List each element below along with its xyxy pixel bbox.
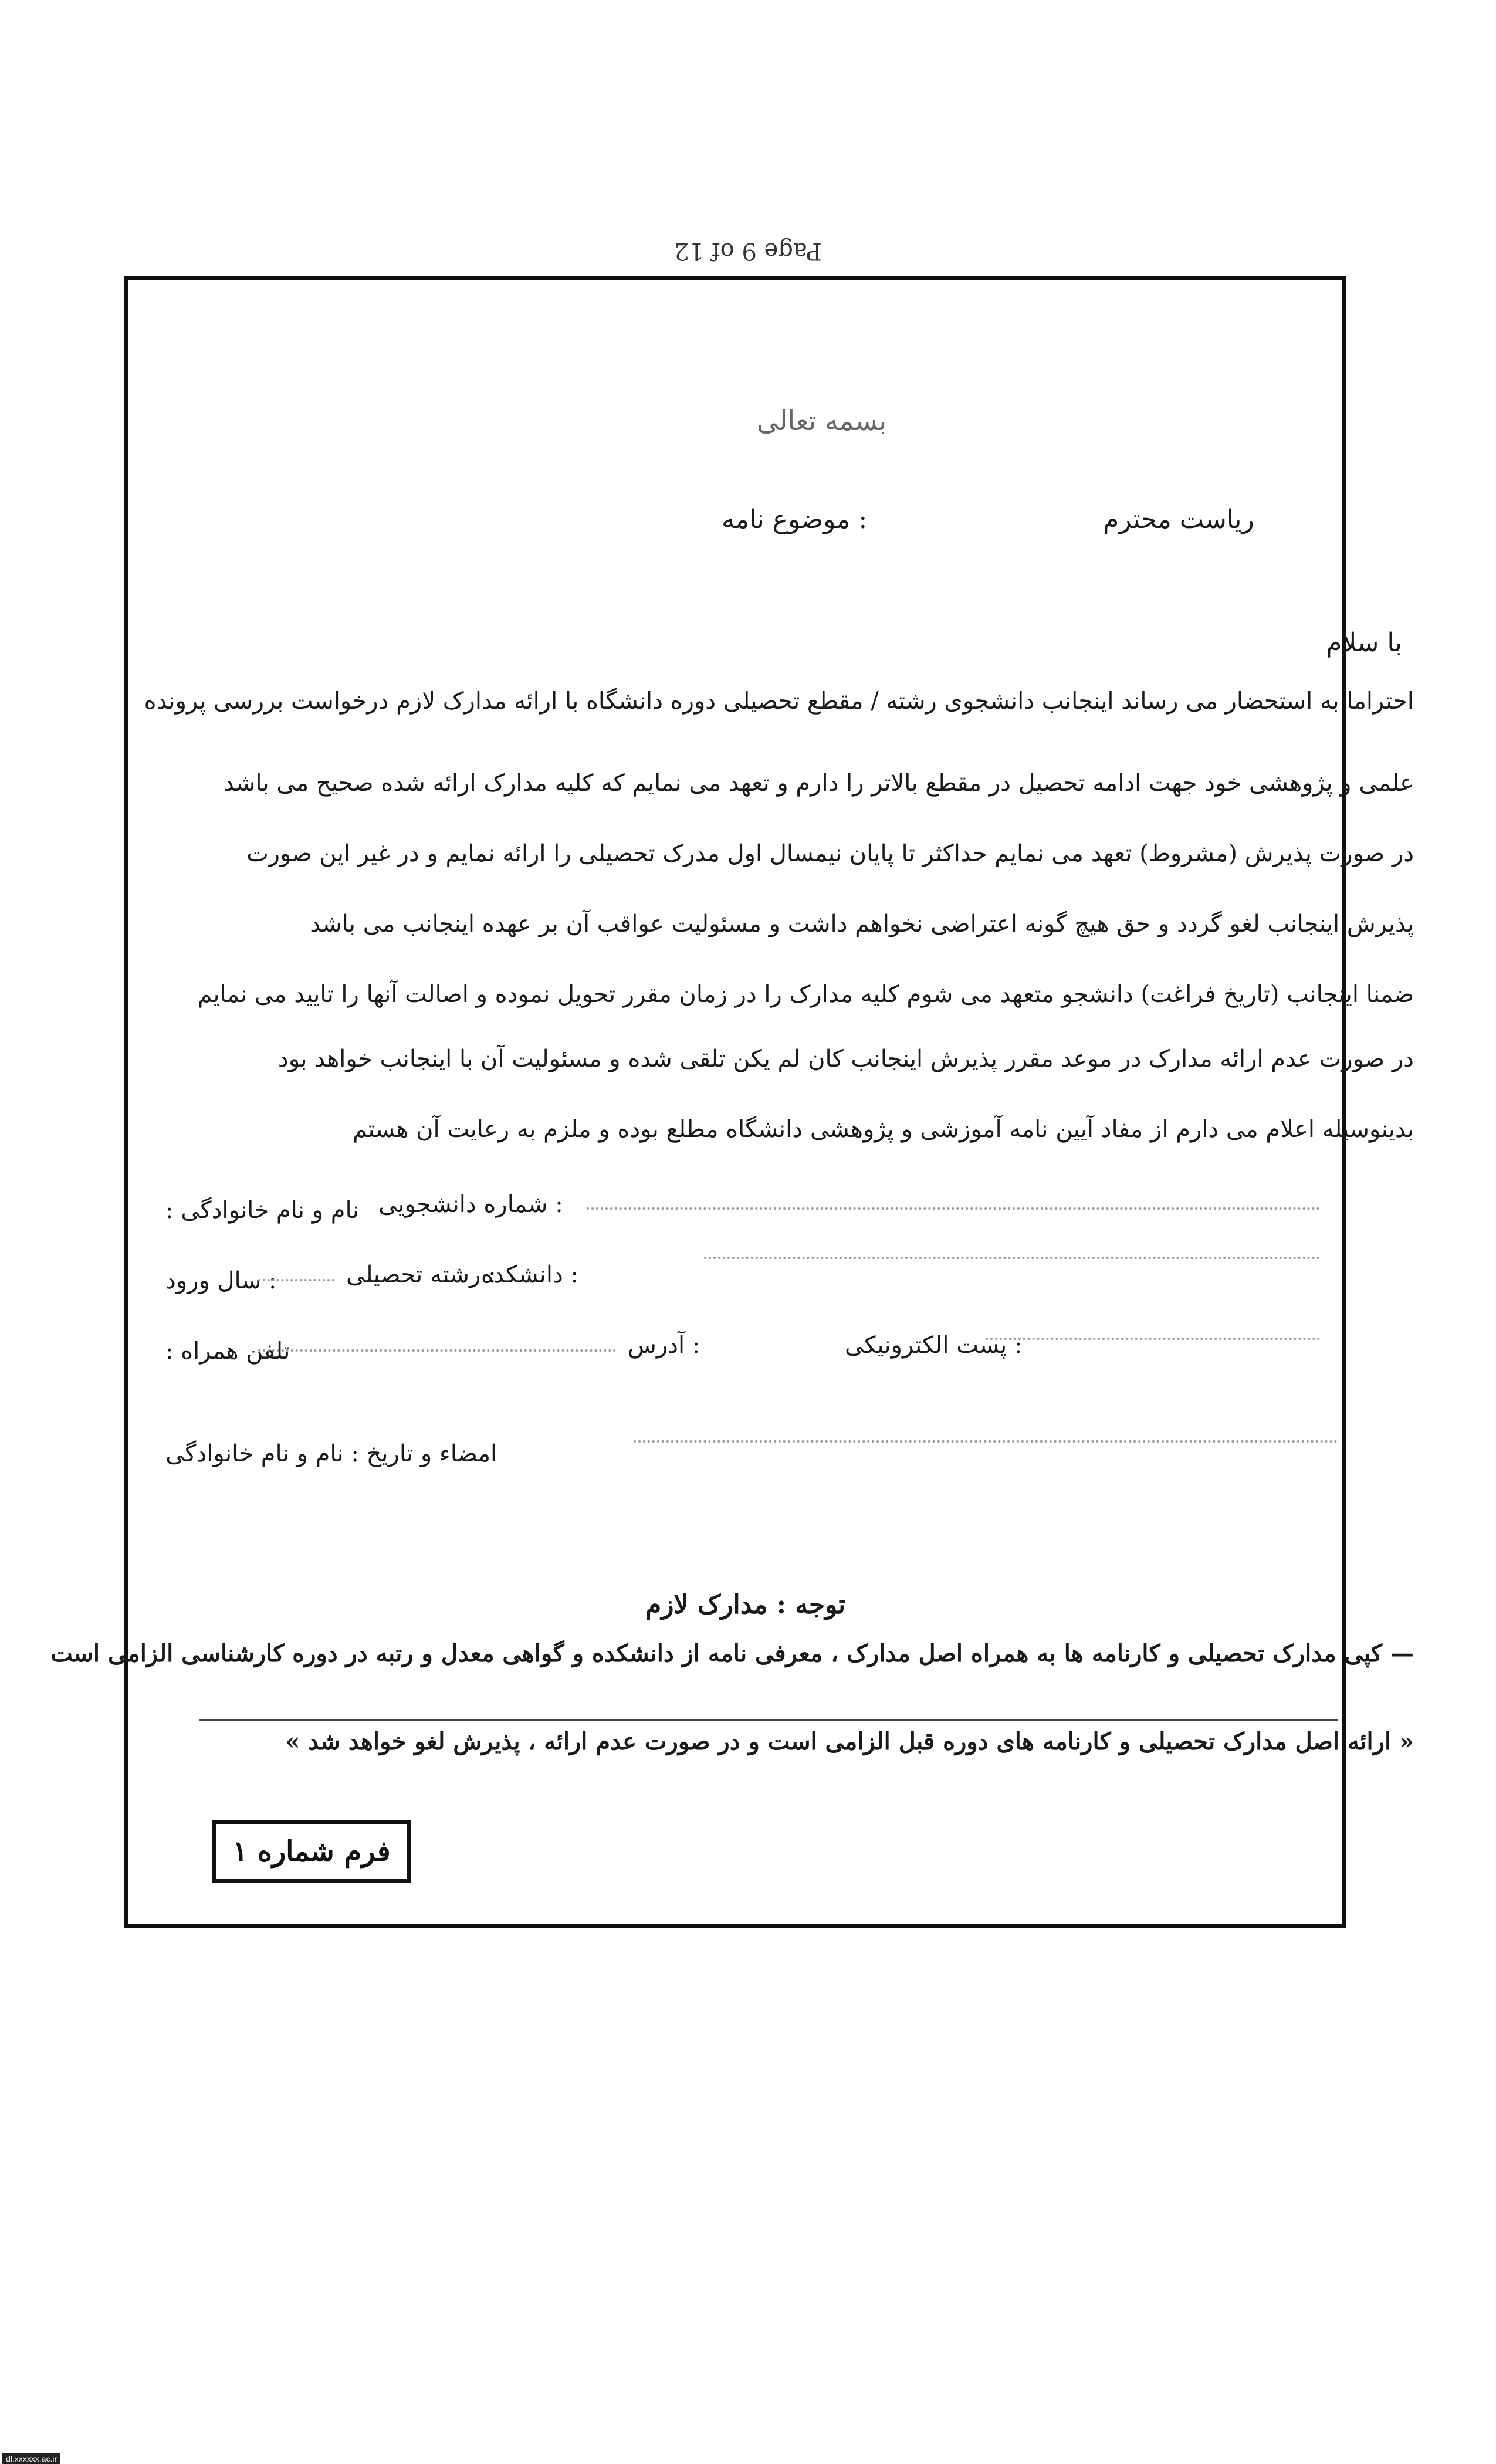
requirements-note: — کپی مدارک تحصیلی و کارنامه ها به همراه اصل مدارک ، معرفی نامه از دانشکده و گواهی معدل و رتبه در دوره کارشناسی الزامی است [50, 1640, 1414, 1667]
body-line: پذیرش اینجانب لغو گردد و حق هیچ گونه اعتراضی نخواهم داشت و مسئولیت عواقب آن بر عهده اینجانب می باشد [310, 911, 1414, 937]
salutation: با سلام [1325, 628, 1402, 658]
signature-fill-line [634, 1440, 1338, 1443]
addressee-label: ریاست محترم [1103, 505, 1254, 534]
page-number: Page 9 of 12 [674, 238, 822, 265]
field-of-study-label: : رشته تحصیلی [346, 1261, 496, 1288]
requirements-warning: « ارائه اصل مدارک تحصیلی و کارنامه های دوره قبل الزامی است و در صورت عدم ارائه ، پذیرش لغو خواهد شد » [285, 1728, 1414, 1755]
student-number-label: : شماره دانشجویی [378, 1191, 563, 1218]
body-line: علمی و پژوهشی خود جهت ادامه تحصیل در مقطع بالاتر را دارم و تعهد می نمایم که کلیه مدارک ارائه شده صحیح می باشد [223, 770, 1414, 797]
name-label: نام و نام خانوادگی : [165, 1197, 359, 1224]
body-line: در صورت عدم ارائه مدارک در موعد مقرر پذیرش اینجانب کان لم یکن تلقی شده و مسئولیت آن با اینجانب خواهد بود [277, 1045, 1414, 1072]
phone-label: تلفن همراه : [165, 1338, 290, 1365]
body-line: ضمنا اینجانب (تاریخ فراغت) دانشجو متعهد می شوم کلیه مدارک را در زمان مقرر تحویل نموده و اصالت آنها را تایید می نمایم [197, 981, 1414, 1008]
watermark: dl.xxxxxx.ac.ir [2, 2453, 60, 2464]
entry-year-label: : سال ورود [165, 1267, 277, 1294]
email-label: : پست الکترونیکی [845, 1332, 1023, 1359]
faculty-label: : دانشکده [481, 1261, 578, 1288]
form-number-box: فرم شماره ۱ [212, 1820, 411, 1883]
form-title: بسمه تعالی [757, 405, 887, 436]
subject-label: : موضوع نامه [722, 505, 868, 534]
email-fill-line [986, 1338, 1320, 1340]
entry-year-fill-line [258, 1279, 334, 1281]
body-line: بدینوسیله اعلام می دارم از مفاد آیین نامه آموزشی و پژوهشی دانشگاه مطلع بوده و ملزم به رعایت آن هستم [352, 1116, 1414, 1143]
address-label: : آدرس [628, 1332, 700, 1359]
body-line: احتراما به استحضار می رساند اینجانب دانشجوی رشته / مقطع تحصیلی دوره دانشگاه با ارائه مدارک لازم درخواست بررسی پرونده [144, 688, 1414, 715]
faculty-fill-line [704, 1257, 1320, 1259]
phone-fill-line [258, 1349, 616, 1352]
name-fill-line [587, 1207, 1320, 1210]
requirements-title: توجه : مدارک لازم [645, 1590, 846, 1620]
signature-label: امضاء و تاریخ : نام و نام خانوادگی [165, 1440, 497, 1467]
body-line: در صورت پذیرش (مشروط) تعهد می نمایم حداکثر تا پایان نیمسال اول مدرک تحصیلی را ارائه نمایم و در غیر این صورت [246, 840, 1414, 867]
divider [199, 1719, 1338, 1721]
